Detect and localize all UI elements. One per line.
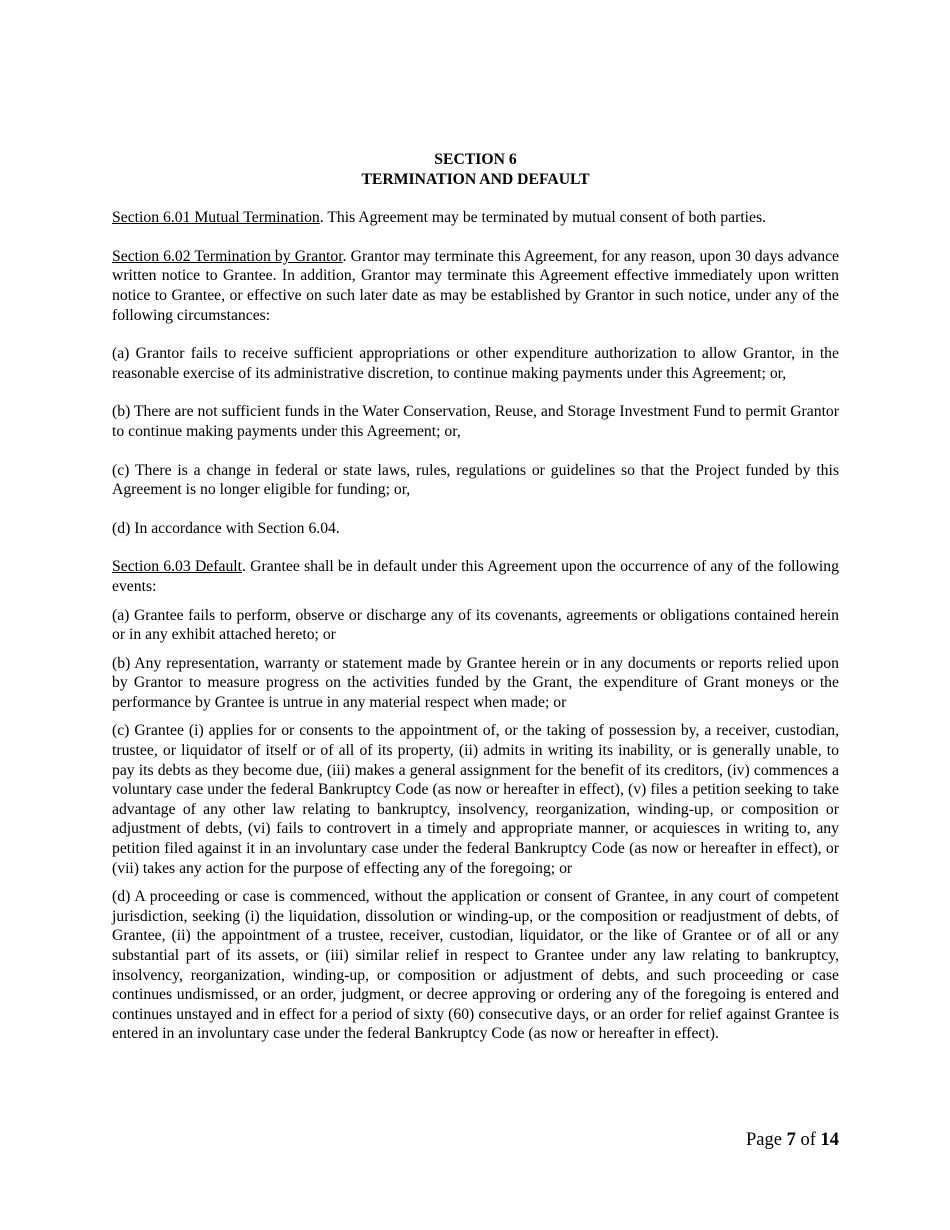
section-6-03-item-a: (a) Grantee fails to perform, observe or discharge any of its covenants, agreements or obligations contained herein or in any exhibit attached hereto; or (112, 606, 839, 644)
page-total: 14 (820, 1130, 839, 1150)
section-6-02-text: . Grantor may terminate this Agreement, for any reason, upon 30 days advance written notice to Grantee. In addition, Grantor may terminate this Agreement effective immediately upon written notice to Grantee, or effective on such later date as may be established by Grantor in such notice, under any of the following circumstances: (112, 247, 840, 324)
page-number-footer (746, 1129, 839, 1151)
section-6-03-item-d: (d) A proceeding or case is commenced, without the application or consent of Grantee, in any court of competent jurisdiction, seeking (i) the liquidation, dissolution or winding-up, or the composition or readjustment of debts, of Grantee, (ii) the appointment of a trustee, receiver, custodian, liquidator, or the like of Grantee or of all or any substantial part of its assets, or (iii) similar relief in respect to Grantee under any law relating to bankruptcy, insolvency, reorganization, winding-up, or composition or adjustment of debts, and such proceeding or case continues undismissed, or an order, judgment, or decree approving or ordering any of the foregoing is entered and continues unstayed and in effect for a period of sixty (60) consecutive days, or an order for relief against Grantee is entered in an involuntary case under the federal Bankruptcy Code (as now or hereafter in effect). (112, 888, 839, 1043)
section-6-03-text: . Grantee shall be in default under this Agreement upon the occurrence of any of the following events: (112, 558, 839, 595)
section-6-01-text: . This Agreement may be terminated by mutual consent of both parties. (319, 209, 767, 227)
document-page (112, 150, 839, 1044)
section-6-03-heading: Section 6.03 Default (112, 558, 243, 576)
section-6-01-heading: Section 6.01 Mutual Termination (112, 209, 320, 227)
page-current: 7 (786, 1130, 796, 1150)
section-title: TERMINATION AND DEFAULT (361, 170, 590, 188)
section-6-02-item-d: (d) In accordance with Section 6.04. (112, 519, 340, 537)
section-6-01 (112, 208, 839, 228)
section-6-02-item-a: (a) Grantor fails to receive sufficient appropriations or other expenditure authorization to allow Grantor, in the reasonable exercise of its administrative discretion, to continue making payments under this Agreement; or, (112, 345, 839, 382)
section-6-02 (112, 247, 839, 325)
section-6-02-item-c: (c) There is a change in federal or state laws, rules, regulations or guidelines so that the Project funded by this Agreement is no longer eligible for funding; or, (112, 461, 839, 499)
page-of: of (795, 1130, 821, 1150)
section-6-02-item-b: (b) There are not sufficient funds in the Water Conservation, Reuse, and Storage Investment Fund to permit Grantor to continue making payments under this Agreement; or, (112, 403, 839, 440)
section-6-03-item-c: (c) Grantee (i) applies for or consents to the appointment of, or the taking of possession by, a receiver, custodian, trustee, or liquidator of itself or of all of its property, (ii) admits in writing its inability, or is generally unable, to pay its debts as they become due, (iii) makes a general assignment for the benefit of its creditors, (iv) commences a voluntary case under the federal Bankruptcy Code (as now or hereafter in effect), (v) files a petition seeking to take advantage of any other law relating to bankruptcy, insolvency, reorganization, winding-up, or composition or adjustment of debts, (vi) fails to controvert in a timely and appropriate manner, or acquiesces in writing to, any petition filed against it in an involuntary case under the federal Bankruptcy Code (as now or hereafter in effect), or (vii) takes any action for the purpose of effecting any of the foregoing; or (112, 722, 839, 877)
section-heading (112, 150, 839, 189)
section-6-03-item-b: (b) Any representation, warranty or statement made by Grantee herein or in any documents or reports relied upon by Grantor to measure progress on the activities funded by the Grant, the expenditure of Grant moneys or the performance by Grantee is untrue in any material respect when made; or (112, 654, 839, 711)
page-label: Page (745, 1130, 787, 1150)
section-6-02-heading: Section 6.02 Termination by Grantor (112, 247, 343, 265)
section-number: SECTION 6 (434, 151, 517, 168)
section-6-03 (112, 557, 839, 596)
